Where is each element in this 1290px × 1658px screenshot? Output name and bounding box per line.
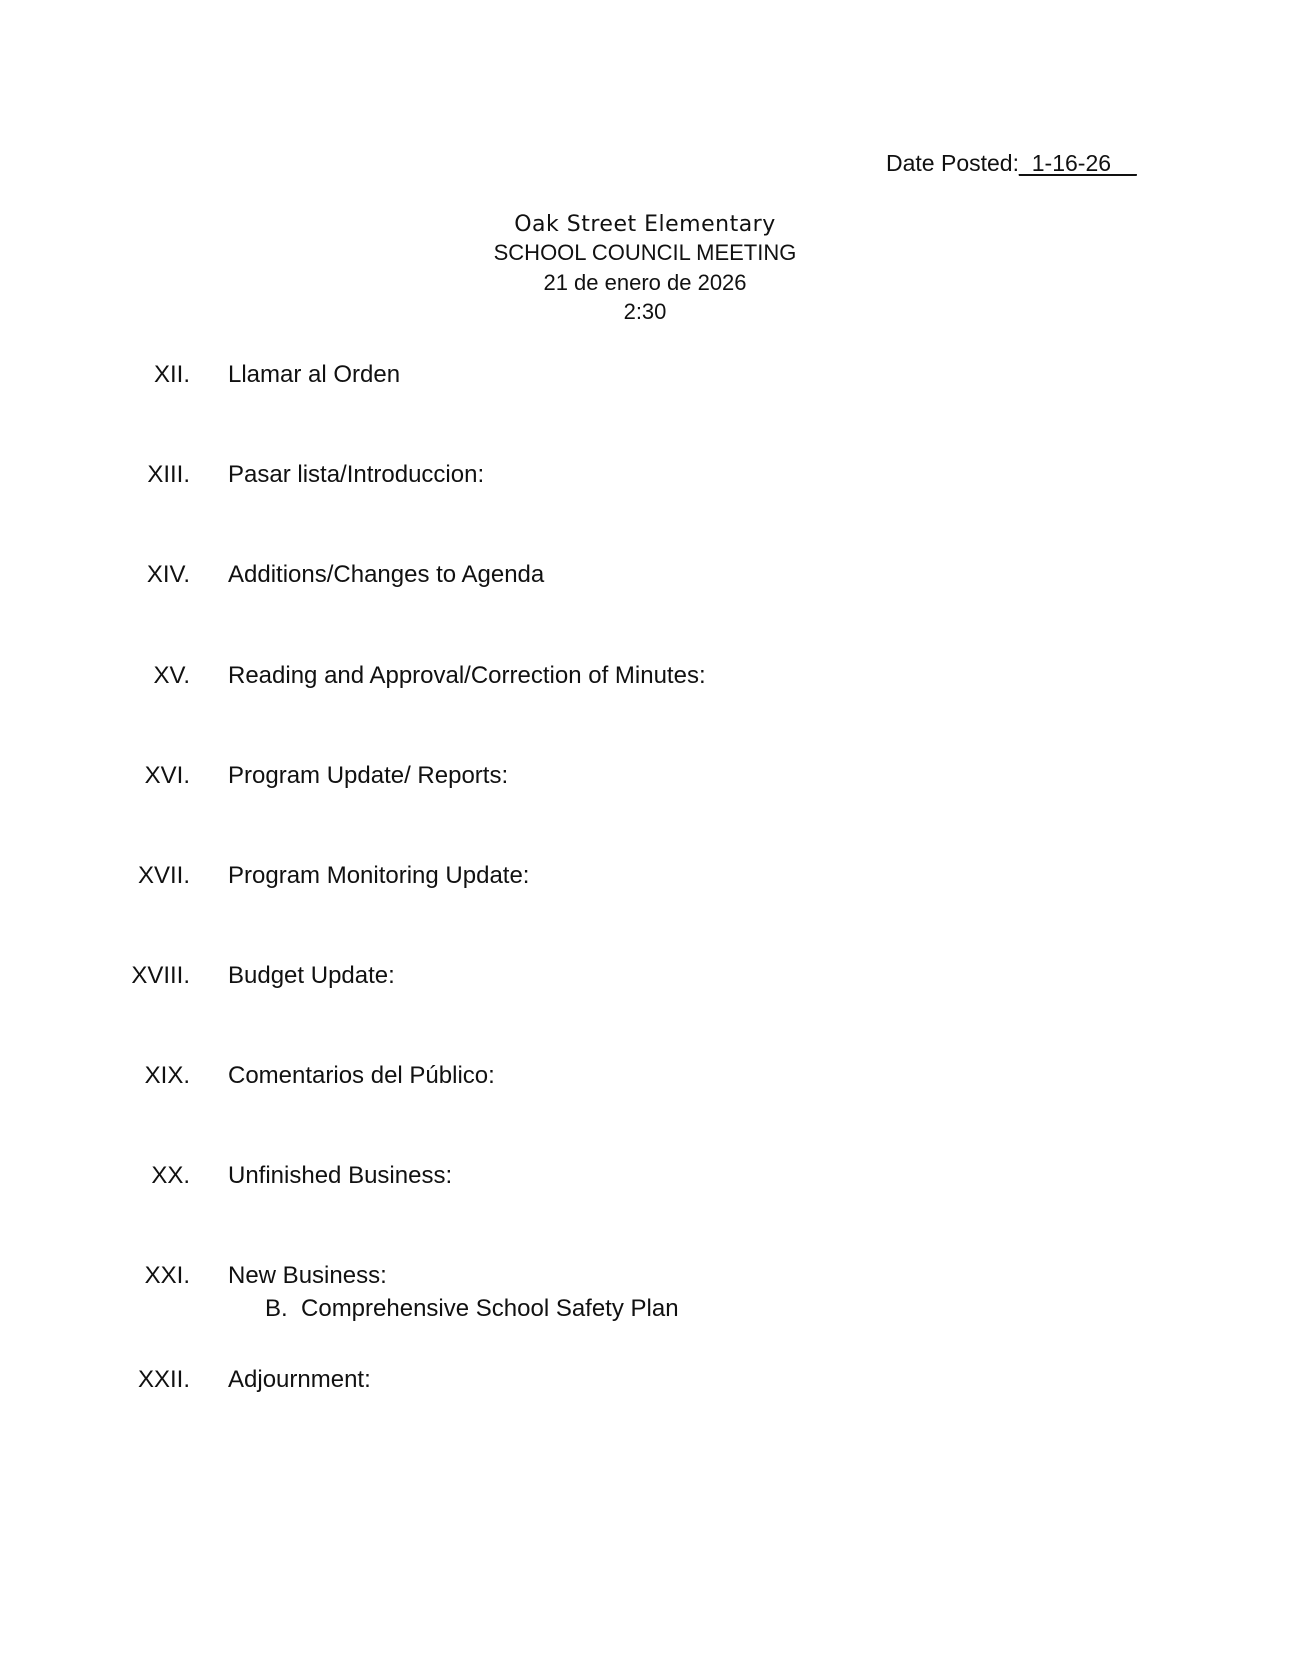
date-posted (886, 150, 1137, 177)
meeting-time: 2:30 (623, 299, 667, 324)
agenda-item-number: XXII. (137, 1366, 190, 1393)
agenda-item-label: Reading and Approval/Correction of Minutes: (228, 662, 706, 689)
agenda-item-label: Additions/Changes to Agenda (228, 561, 545, 588)
meeting-date: 21 de enero de 2026 (543, 270, 747, 295)
agenda-item-label: New Business: (228, 1262, 387, 1289)
agenda-item-label: Pasar lista/Introduccion: (228, 461, 485, 488)
agenda-item-label: Llamar al Orden (228, 361, 401, 388)
agenda-item-number: XVI. (144, 762, 190, 789)
agenda-item-label: Program Monitoring Update: (228, 862, 530, 889)
agenda-item-label: Adjournment: (228, 1366, 371, 1393)
agenda-item-label: Budget Update: (228, 962, 395, 989)
date-posted-label: Date Posted: (886, 150, 1019, 176)
agenda-item-number: XXI. (144, 1262, 190, 1289)
agenda-item-number: XIX. (144, 1062, 190, 1089)
agenda-item-number: XV. (153, 662, 190, 689)
school-name: Oak Street Elementary (514, 212, 776, 237)
agenda-item-number: XIV. (146, 561, 190, 588)
meeting-title: SCHOOL COUNCIL MEETING (493, 240, 797, 265)
date-posted-value: _1-16-26__ (1018, 150, 1137, 176)
agenda-item-number: XX. (151, 1162, 190, 1189)
agenda-item-label: Program Update/ Reports: (228, 762, 509, 789)
agenda-item-number: XII. (153, 361, 190, 388)
agenda-item-label: Unfinished Business: (228, 1162, 453, 1189)
agenda-subitem: B. Comprehensive School Safety Plan (265, 1295, 679, 1322)
agenda-item-number: XVII. (137, 862, 190, 889)
agenda-item-number: XVIII. (131, 962, 190, 989)
agenda-item-number: XIII. (147, 461, 190, 488)
agenda-item-label: Comentarios del Público: (228, 1062, 495, 1089)
